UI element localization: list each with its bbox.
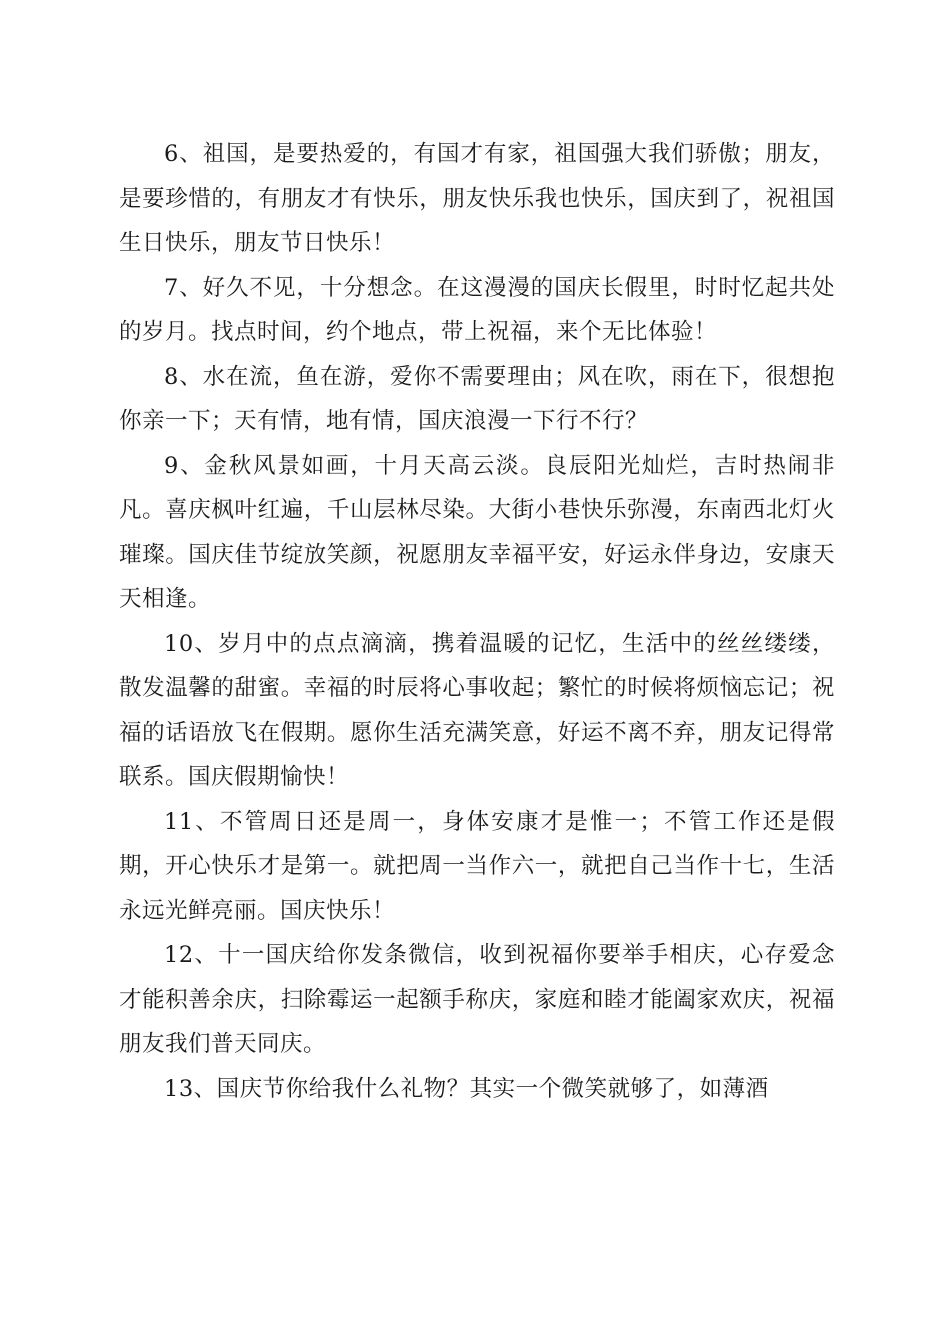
paragraph-6: 6、祖国，是要热爱的，有国才有家，祖国强大我们骄傲；朋友，是要珍惜的，有朋友才有快乐，朋友快乐我也快乐，国庆到了，祝祖国生日快乐，朋友节日快乐！: [119, 141, 835, 256]
paragraph-8: 8、水在流，鱼在游，爱你不需要理由；风在吹，雨在下，很想抱你亲一下；天有情，地有情，国庆浪漫一下行不行？: [119, 363, 835, 434]
paragraph-13: 13、国庆节你给我什么礼物？其实一个微笑就够了，如薄酒: [164, 1075, 769, 1102]
document-body: [119, 132, 835, 1111]
paragraph-11: 11、不管周日还是周一，身体安康才是惟一；不管工作还是假期，开心快乐才是第一。就把周一当作六一，就把自己当作十七，生活永远光鲜亮丽。国庆快乐！: [119, 808, 835, 924]
paragraph-12: 12、十一国庆给你发条微信，收到祝福你要举手相庆，心存爱念才能积善余庆，扫除霉运一起额手称庆，家庭和睦才能阖家欢庆，祝福朋友我们普天同庆。: [119, 942, 835, 1057]
paragraph-9: 9、金秋风景如画，十月天高云淡。良辰阳光灿烂，吉时热闹非凡。喜庆枫叶红遍，千山层林尽染。大街小巷快乐弥漫，东南西北灯火璀璨。国庆佳节绽放笑颜，祝愿朋友幸福平安，好运永伴身边，安康天天相逢。: [119, 452, 835, 612]
paragraph-10: 10、岁月中的点点滴滴，携着温暖的记忆，生活中的丝丝缕缕，散发温馨的甜蜜。幸福的时辰将心事收起；繁忙的时候将烦恼忘记；祝福的话语放飞在假期。愿你生活充满笑意，好运不离不弃，朋友记得常联系。国庆假期愉快！: [119, 630, 835, 790]
paragraph-7: 7、好久不见，十分想念。在这漫漫的国庆长假里，时时忆起共处的岁月。找点时间，约个地点，带上祝福，来个无比体验！: [119, 274, 835, 345]
